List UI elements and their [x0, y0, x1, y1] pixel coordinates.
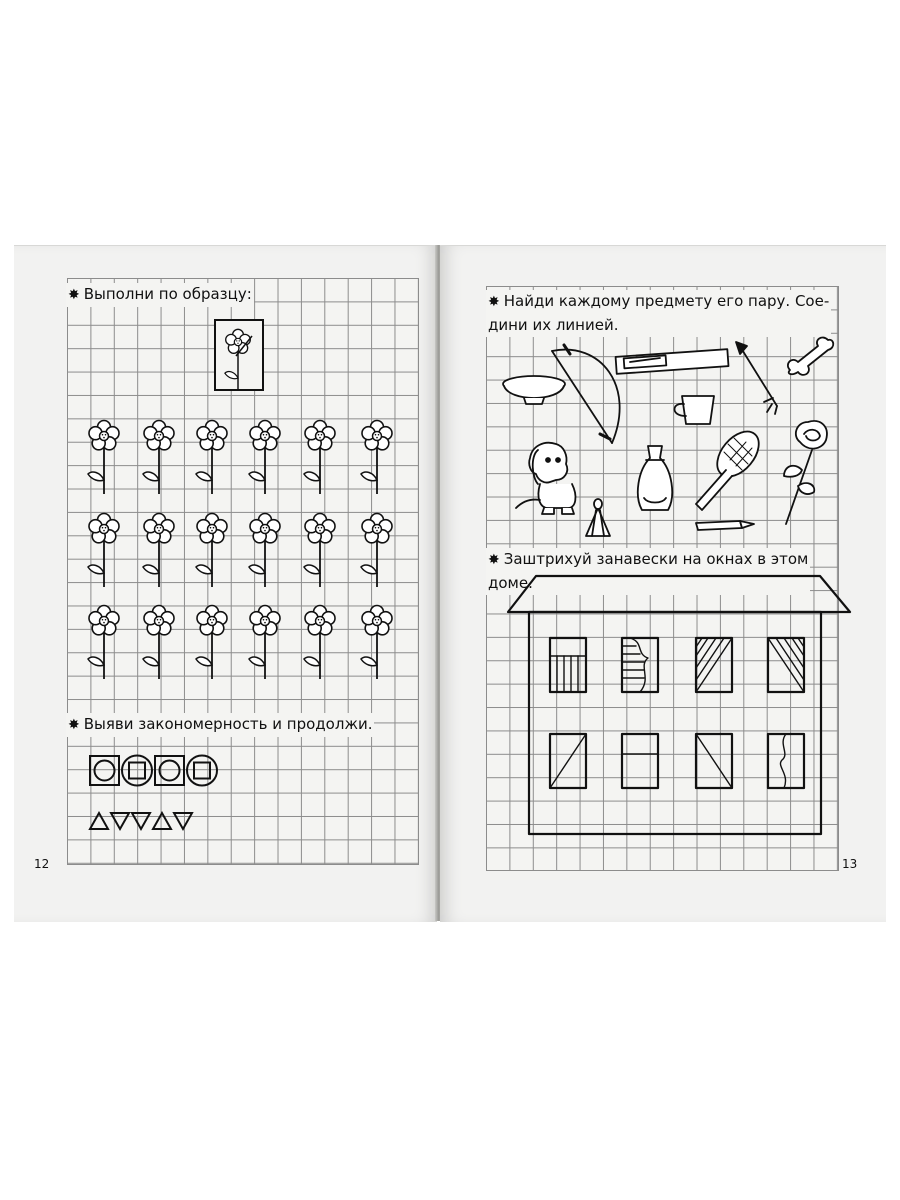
right-page	[440, 245, 886, 922]
triangle-icon	[90, 813, 108, 829]
bow-icon	[552, 345, 620, 443]
page-number-left: 12	[34, 857, 50, 871]
flower-icon	[196, 421, 227, 495]
flower-icon	[143, 514, 174, 588]
star-bullet-icon: ✸	[488, 552, 500, 568]
flower-icon	[143, 421, 174, 495]
star-bullet-icon: ✸	[488, 294, 500, 310]
pencil-icon	[696, 521, 754, 530]
racket-icon	[696, 424, 767, 510]
left-page-drawings	[14, 246, 437, 922]
flower-icon	[249, 606, 280, 680]
right-page-drawings	[440, 246, 886, 922]
task-shade-curtains-line2: доме.	[488, 574, 533, 592]
bone-icon	[788, 338, 833, 375]
triangle-icon	[111, 813, 129, 829]
flower-icon	[304, 606, 335, 680]
task-find-pairs-line2: дини их линией.	[488, 316, 619, 334]
page-number-right: 13	[842, 857, 858, 871]
flower-icon	[88, 421, 119, 495]
flower-icon	[361, 606, 392, 680]
flower-icon	[249, 514, 280, 588]
flower-icon	[196, 514, 227, 588]
shape-pattern-row	[90, 756, 217, 786]
bowl-icon	[503, 376, 565, 404]
triangle-icon	[132, 813, 150, 829]
square-in-circle-icon	[187, 756, 217, 786]
task-copy-sample-text: Выполни по образцу:	[83, 285, 252, 303]
task-find-pairs-line1: Найди каждому предмету его пару. Сое-	[503, 292, 830, 310]
house-icon	[508, 576, 850, 834]
task-shade-curtains-line1: Заштрихуй занавески на окнах в этом	[503, 550, 809, 568]
sample-flower	[215, 320, 263, 390]
task-find-pattern-text: Выяви закономерность и продолжи.	[83, 715, 373, 733]
vase-icon	[638, 446, 672, 510]
triangle-pattern-row	[90, 813, 192, 829]
cup-icon	[675, 396, 715, 424]
star-bullet-icon: ✸	[68, 287, 80, 303]
open-workbook	[14, 245, 886, 923]
triangle-icon	[174, 813, 192, 829]
left-page	[14, 245, 437, 922]
star-bullet-icon: ✸	[68, 717, 80, 733]
circle-in-square-icon	[155, 756, 184, 785]
flower-icon	[249, 421, 280, 495]
pencil-case-icon	[616, 349, 729, 374]
puppy-icon	[516, 443, 575, 514]
flower-icon	[304, 514, 335, 588]
flower-icon	[361, 421, 392, 495]
flower-icon	[88, 514, 119, 588]
square-in-circle-icon	[122, 756, 152, 786]
flower-icon	[304, 421, 335, 495]
triangle-icon	[153, 813, 171, 829]
circle-in-square-icon	[90, 756, 119, 785]
curtain-lines	[550, 638, 804, 788]
flower-icon	[88, 606, 119, 680]
shuttlecock-icon	[586, 499, 610, 536]
flower-icon	[196, 606, 227, 680]
flower-icon	[143, 606, 174, 680]
rose-icon	[784, 421, 827, 524]
arrow-icon	[736, 342, 777, 414]
flower-icon	[361, 514, 392, 588]
